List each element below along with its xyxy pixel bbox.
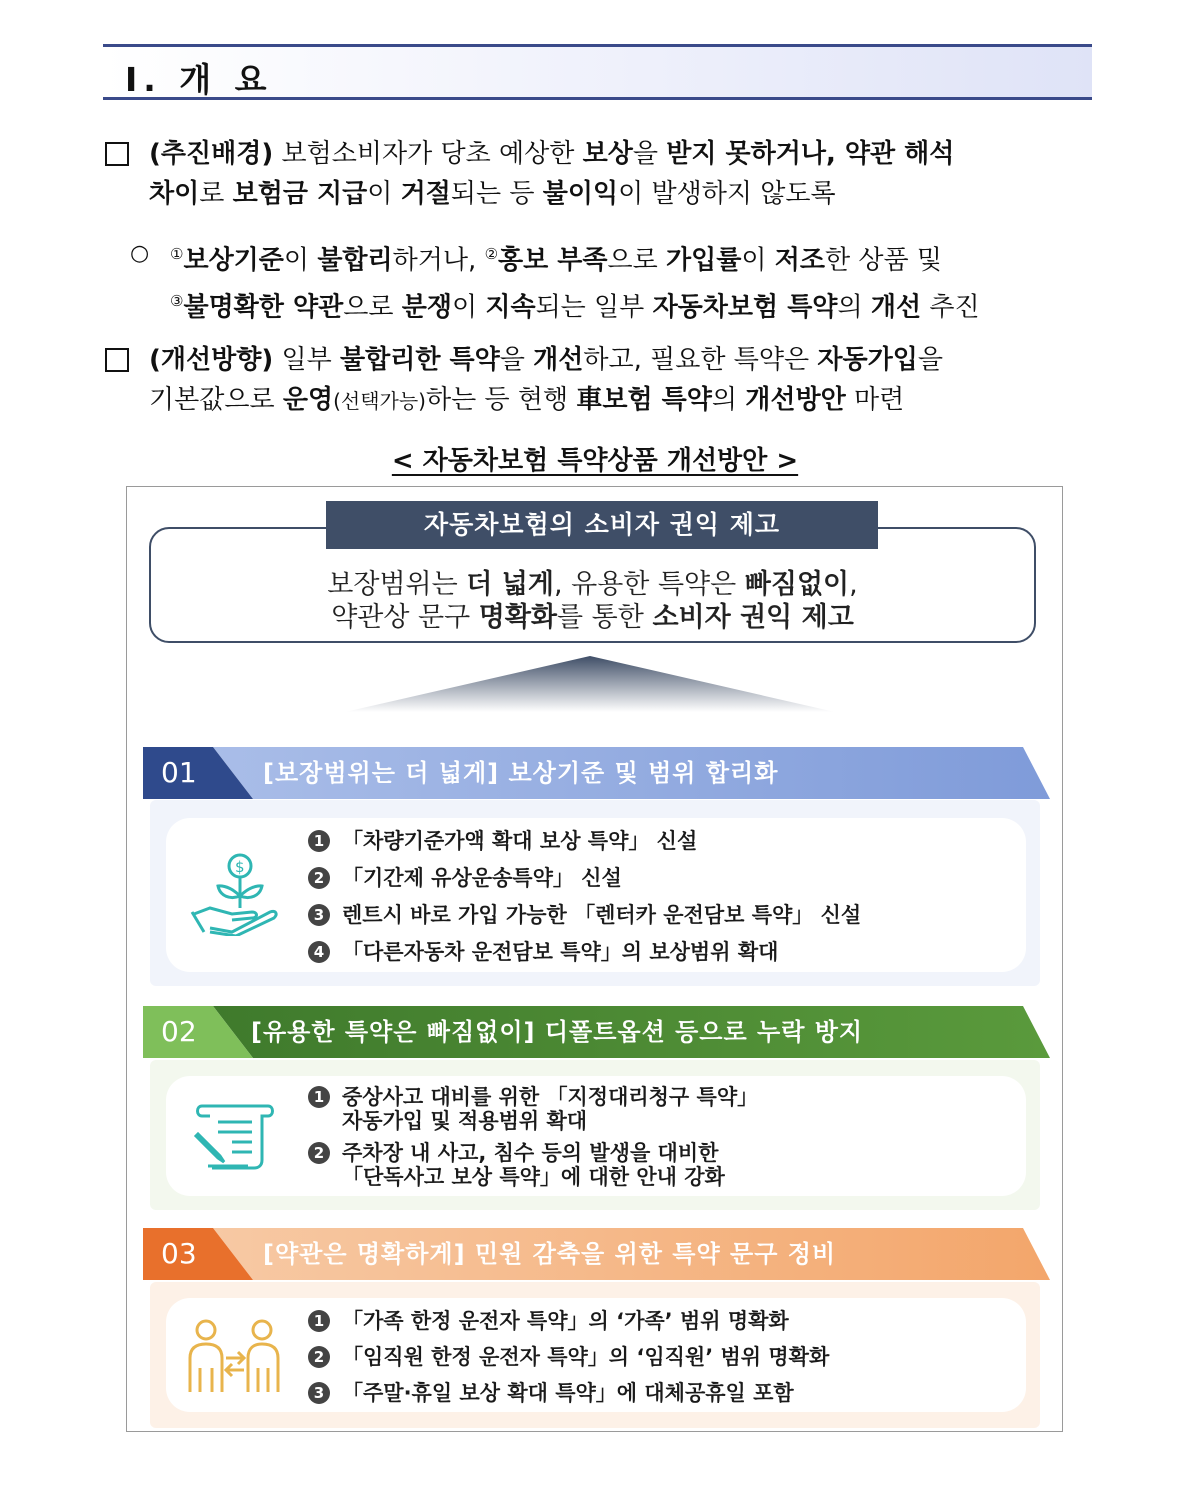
text: 이 [283,245,318,276]
section-header [103,44,1092,100]
text: , [849,569,858,600]
section-03-band [143,1228,1050,1280]
section-number: 01 [161,756,197,789]
text: 명확화 [478,602,558,633]
text: 개선 [533,345,584,375]
text: 보험금 지급 [232,179,368,209]
item-text: 주차장 내 사고, 침수 등의 발생을 대비한 [342,1141,719,1165]
text: 으로 [607,245,667,276]
number-marker-icon: 3 [308,1382,330,1404]
number-marker-icon: 1 [308,1086,330,1108]
section-01-item-1 [308,828,697,854]
marker: ② [484,245,499,263]
number-marker-icon: 4 [308,941,330,963]
text: 보상기준 [183,245,284,276]
text: , 유용한 특약은 [553,569,745,600]
number-marker-icon: 2 [308,1142,330,1164]
text: 개선 [870,292,922,323]
checkbox-square-icon [105,348,129,372]
text: 車보험 특약 [576,385,712,415]
text: 거절 [400,179,451,209]
item-text: 렌트시 바로 가입 가능한 「렌터카 운전담보 특약」 신설 [342,903,862,927]
text: 되는 일부 [535,292,653,323]
item-text: 「단독사고 보상 특약」에 대한 안내 강화 [342,1165,725,1189]
section-01-item-2 [308,865,622,891]
para2-label: (개선방향) [149,345,274,375]
text: 분쟁 [401,292,452,323]
item-text: 중상사고 대비를 위한 「지정대리청구 특약」 [342,1085,759,1109]
item-text: 「차량기준가액 확대 보상 특약」 신설 [342,829,698,853]
section-number: 03 [161,1237,197,1270]
text: 보상 [582,139,633,169]
marker: ③ [170,291,184,310]
text: 개선방안 [745,385,846,415]
text: 가입률 [666,245,742,276]
text: 한 상품 및 [825,245,943,276]
text: 자동가입 [817,345,918,375]
text: 불합리한 특약 [340,345,500,375]
text: 홍보 부족 [498,245,608,276]
text: 운영 [282,385,334,415]
money-plant-hand-icon [188,852,284,936]
section-title: [유용한 특약은 빠짐없이] 디폴트옵션 등으로 누락 방지 [251,1018,864,1046]
text: 보장범위는 [327,569,467,600]
section-02-item-1 [308,1084,758,1110]
goal-label: 자동차보험의 소비자 권익 제고 [326,501,878,549]
upward-arrow-icon [345,656,845,714]
sub-bullet-paragraph [130,234,1090,327]
item-text: 「다른자동차 운전담보 특약」의 보상범위 확대 [342,940,779,964]
section-02-item-2 [308,1140,718,1166]
section-01-item-3 [308,902,861,928]
text: 기본값으로 [149,385,283,415]
number-marker-icon: 2 [308,1346,330,1368]
text: 이 [367,179,401,209]
text: 을 [917,345,943,375]
section-03-item-1 [308,1308,789,1334]
section-02-band [143,1006,1050,1058]
text: 하는 등 현행 [425,385,577,415]
text: 보험소비자가 당초 예상한 [273,139,583,169]
text: (선택가능) [333,389,426,413]
paragraph-background [105,134,1095,214]
document-pen-icon [188,1100,284,1172]
text: 로 [199,179,233,209]
text: 차이 [149,179,200,209]
people-exchange-icon [182,1318,288,1396]
item-text: 「가족 한정 운전자 특약」의 ‘가족’ 범위 명확화 [342,1309,789,1333]
text: 지속 [485,292,536,323]
svg-text:$: $ [235,858,245,876]
text: 을 [632,139,667,169]
text: 하거나, [392,245,485,276]
section-02-item-2-cont [342,1164,725,1190]
number-marker-icon: 1 [308,1310,330,1332]
text: 을 [499,345,534,375]
para1-label: (추진배경) [149,139,274,169]
text: 약관상 문구 [331,602,479,633]
marker: ① [170,245,184,263]
section-03-item-2 [308,1344,829,1370]
text: 빠짐없이 [744,569,850,600]
text: 마련 [845,385,905,415]
section-title: [보장범위는 더 넓게] 보상기준 및 범위 합리화 [263,759,779,787]
number-marker-icon: 3 [308,904,330,926]
text: 불이익 [542,179,619,209]
checkbox-square-icon [105,142,129,166]
text: 되는 등 [450,179,543,209]
text: 일부 [273,345,340,375]
section-03-item-3 [308,1380,794,1406]
section-title: Ⅰ. 개 요 [125,60,273,99]
section-02-item-1-cont [342,1108,587,1134]
text: 이 [451,292,486,323]
text: 의 [711,385,746,415]
circle-bullet-icon: ○ [130,241,150,266]
item-text: 「임직원 한정 운전자 특약」의 ‘임직원’ 범위 명확화 [342,1345,830,1369]
section-01-band [143,747,1050,799]
goal-line-2 [149,595,1036,634]
text: 더 넓게 [466,569,554,600]
text: 하고, 필요한 특약은 [583,345,818,375]
text: 의 [837,292,871,323]
figure-caption [0,440,1190,477]
text: 추진 [921,292,980,323]
text: 불합리 [317,245,393,276]
text: 받지 못하거나, 약관 해석 [666,139,955,169]
text: 자동차보험 특약 [652,292,838,323]
text: 를 통한 [557,602,653,633]
item-text: 자동가입 및 적용범위 확대 [342,1109,588,1133]
item-text: 「기간제 유상운송특약」 신설 [342,866,622,890]
text: 으로 [343,292,402,323]
text: 저조 [774,245,826,276]
text: 이 발생하지 않도록 [618,179,836,209]
section-number: 02 [161,1015,197,1048]
text: 불명확한 약관 [183,292,344,323]
section-title: [약관은 명확하게] 민원 감축을 위한 특약 문구 정비 [263,1240,837,1268]
number-marker-icon: 2 [308,867,330,889]
text: 이 [741,245,775,276]
paragraph-direction [105,340,1095,421]
number-marker-icon: 1 [308,830,330,852]
section-01-item-4 [308,939,778,965]
item-text: 「주말·휴일 보상 확대 특약」에 대체공휴일 포함 [342,1381,794,1405]
caption-text: < 자동차보험 특약상품 개선방안 > [391,446,799,476]
text: 소비자 권익 제고 [652,602,854,633]
